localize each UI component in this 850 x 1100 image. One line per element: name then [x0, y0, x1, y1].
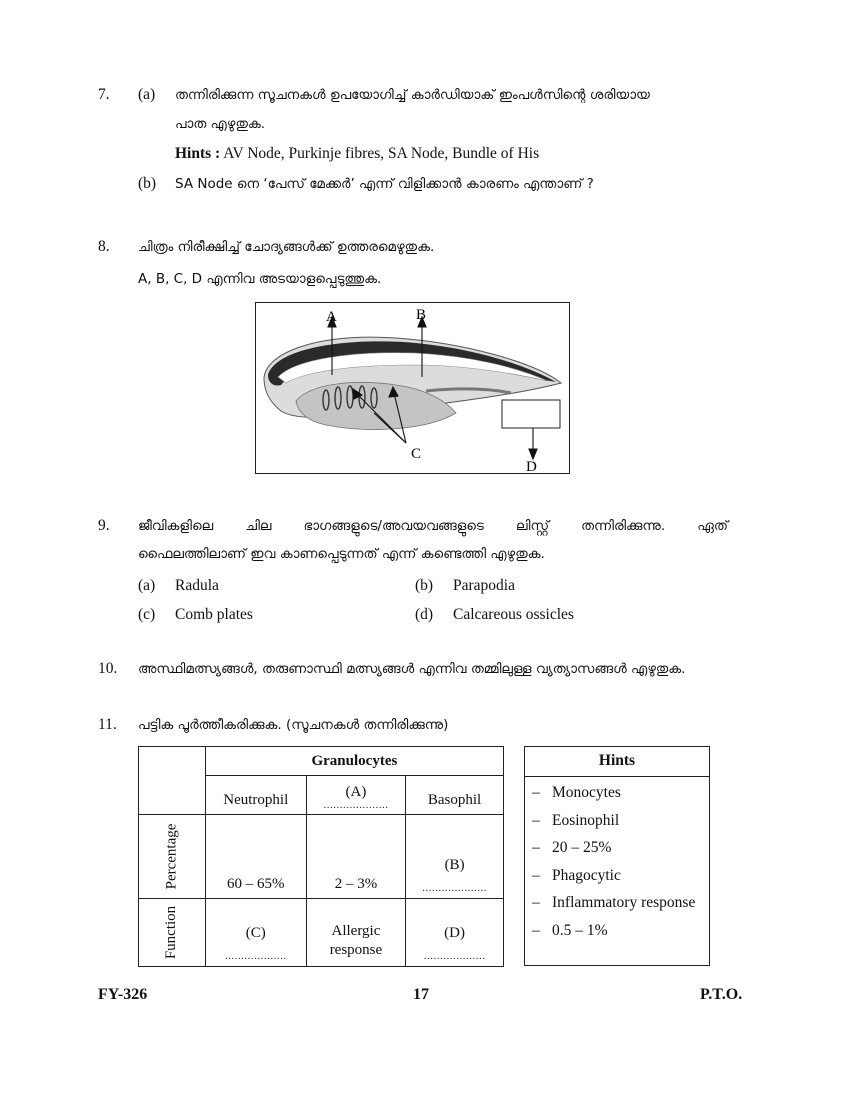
label-box-d [502, 400, 560, 428]
q9-option-b-label: (b) [415, 577, 434, 594]
label-b: B [416, 307, 427, 323]
table-row [139, 747, 504, 776]
amphioxus-figure [256, 303, 571, 475]
label-c: C [411, 446, 422, 462]
q8-number: 8. [98, 238, 110, 255]
q9-word: ചില [245, 518, 272, 534]
answer-b-label: (B) [444, 857, 465, 873]
hints-title: Hints [525, 747, 709, 777]
q10-text: അസ്ഥിമത്സ്യങ്ങൾ, തരുണാസ്ഥി മത്സ്യങ്ങൾ എന്നിവ തമ്മിലുള്ള വ്യത്യാസങ്ങൾ എഴുതുക. [138, 661, 686, 677]
granulocytes-header: Granulocytes [205, 747, 503, 776]
hints-list [525, 777, 709, 948]
list-item: – 0.5 – 1% [532, 921, 608, 939]
col-neutrophil: Neutrophil [205, 776, 306, 815]
q9-text-line1 [138, 518, 728, 534]
q11-text: പട്ടിക പൂർത്തീകരിക്കുക. (സൂചനകൾ തന്നിരിക്കുന്നു) [138, 717, 449, 733]
q9-word: ജീവികളിലെ [138, 518, 214, 534]
answer-dots: ................... [423, 950, 486, 962]
q9-word: ലിസ്റ്റ് [516, 518, 549, 534]
list-item: – Eosinophil [532, 811, 620, 829]
answer-c-label: (C) [245, 925, 266, 941]
q9-word: തന്നിരിക്കുന്നു. [581, 518, 666, 534]
list-item: – Inflammatory response [532, 894, 696, 911]
answer-dots: .................... [323, 799, 389, 811]
q9-option-d-label: (d) [415, 606, 434, 623]
answer-dots: ................... [224, 950, 287, 962]
col-basophil: Basophil [406, 776, 504, 815]
col-a [306, 776, 405, 815]
q7-a-text-line1: തന്നിരിക്കുന്ന സൂചനകൾ ഉപയോഗിച്ച് കാർഡിയാക് ഇംപൾസിന്റെ ശരിയായ [175, 87, 650, 103]
q7-hints-text: AV Node, Purkinje fibres, SA Node, Bundle of His [223, 145, 540, 162]
row-label-function: Function [139, 899, 206, 967]
q7-b-label: (b) [138, 175, 157, 192]
function-basophil [406, 899, 504, 967]
label-d: D [526, 459, 537, 475]
q11-number: 11. [98, 716, 117, 733]
q10-number: 10. [98, 660, 118, 677]
list-item: – Phagocytic [532, 866, 621, 884]
table-row [139, 815, 504, 899]
label-a: A [326, 309, 337, 325]
q9-text-line2: ഫൈലത്തിലാണ് ഇവ കാണപ്പെടുന്നത് എന്ന് കണ്ടെത്തി എഴുതുക. [138, 546, 545, 562]
list-item: – 20 – 25% [532, 839, 612, 856]
col-a-label: (A) [345, 784, 367, 800]
q8-text-line1: ചിത്രം നിരീക്ഷിച്ച് ചോദ്യങ്ങൾക്ക് ഉത്തരമെഴുതുക. [138, 239, 435, 255]
row-label-percentage: Percentage [139, 815, 206, 899]
q9-word: ഭാഗങ്ങളുടെ/അവയവങ്ങളുടെ [303, 518, 484, 534]
q7-hints-line [175, 145, 539, 163]
answer-d-label: (D) [444, 925, 465, 941]
percentage-a: 2 – 3% [306, 815, 405, 899]
q9-word: ഏത് [697, 518, 728, 534]
q9-option-a-label: (a) [138, 577, 156, 594]
list-item: – Monocytes [532, 784, 621, 801]
q9-option-b-text: Parapodia [453, 577, 515, 594]
function-neutrophil [205, 899, 306, 967]
footer-code: FY-326 [98, 986, 148, 1003]
q9-option-d-text: Calcareous ossicles [453, 606, 574, 623]
q7-a-label: (a) [138, 86, 156, 103]
percentage-neutrophil: 60 – 65% [205, 815, 306, 899]
table-row [139, 899, 504, 967]
granulocytes-table [138, 746, 504, 967]
footer-pto: P.T.O. [700, 986, 743, 1003]
function-a: Allergic response [306, 899, 405, 967]
q7-b-text: SA Node നെ ‘പേസ് മേക്കർ’ എന്ന് വിളിക്കാൻ കാരണം എന്താണ് ? [175, 176, 594, 192]
q9-number: 9. [98, 517, 110, 534]
q9-option-c-label: (c) [138, 606, 156, 623]
q8-text-line2: A, B, C, D എന്നിവ അടയാളപ്പെടുത്തുക. [138, 271, 382, 287]
answer-dots: .................... [422, 882, 488, 894]
q7-number: 7. [98, 86, 110, 103]
q9-option-c-text: Comb plates [175, 606, 253, 623]
q9-option-a-text: Radula [175, 577, 219, 594]
q7-a-text-line2: പാത എഴുതുക. [175, 116, 266, 132]
footer-page-number: 17 [413, 986, 429, 1003]
table-corner-cell [139, 747, 206, 815]
hints-box [524, 746, 710, 966]
amphioxus-diagram [255, 302, 570, 474]
q7-hints-label: Hints : [175, 145, 221, 162]
percentage-b [406, 815, 504, 899]
